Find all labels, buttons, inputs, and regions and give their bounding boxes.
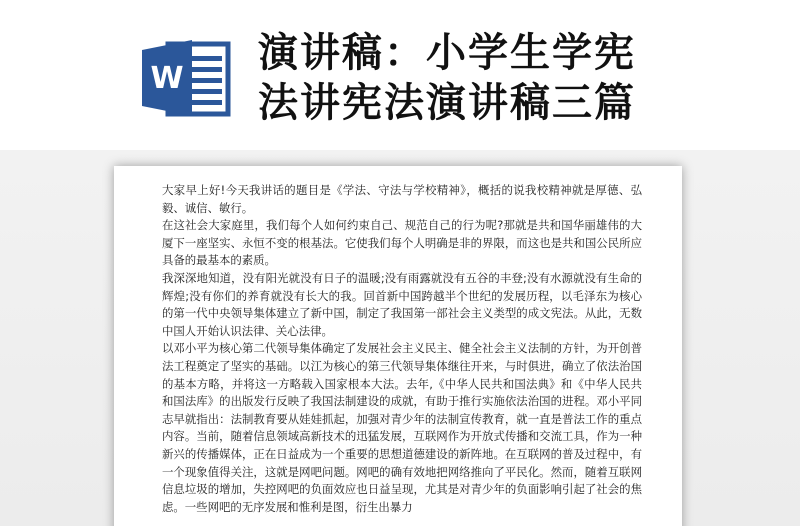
document-body (162, 182, 642, 516)
page-title (258, 28, 778, 128)
paragraph: 我深深地知道，没有阳光就没有日子的温暖;没有雨露就没有五谷的丰登;没有水源就没有生命的辉煌;没有你们的养育就没有长大的我。回首新中国跨越半个世纪的发展历程，以毛泽东为核心的第一代中央领导集体建立了新中国，制定了我国第一部社会主义类型的成文宪法。从此，无数中国人开始认识法律、关心法律。 (162, 270, 642, 338)
paragraph: 大家早上好!今天我讲话的题目是《学法、守法与学校精神》，概括的说我校精神就是厚德、弘毅、诚信、敏行。 (162, 183, 642, 215)
document-page (114, 166, 682, 526)
word-document-icon (138, 36, 234, 120)
header (0, 0, 800, 160)
title-line-1: 演讲稿：小学生学宪 (258, 30, 636, 76)
word-icon-letter: W (150, 61, 184, 96)
paragraph: 以邓小平为核心第二代领导集体确定了发展社会主义民主、健全社会主义法制的方针，为开创普法工程奠定了坚实的基础。以江为核心的第三代领导集体继往开来，与时俱进，确立了依法治国的基本方略，并将这一方略载入国家根本大法。去年,《中华人民共和国法典》和《中华人民共和国法库》的出版发行反映了我国法制建设的成就，有助于推行实施依法治国的进程。邓小平同志早就指出：法制教育要从娃娃抓起，加强对青少年的法制宣传教育，就一直是普法工作的重点内容。当前，随着信息领域高新技术的迅猛发展，互联网作为开放式传播和交流工具，作为一种新兴的传播媒体，正在日益成为一个重要的思想道德建设的新阵地。在互联网的普及过程中，有一个现象值得关注，这就是网吧问题。网吧的确有效地把网络推向了平民化。然而，随着互联网信息垃圾的增加，失控网吧的负面效应也日益呈现，尤其是对青少年的负面影响引起了社会的焦虑。一些网吧的无序发展和惟利是图，衍生出暴力 (162, 341, 642, 514)
paragraph: 在这社会大家庭里，我们每个人如何约束自己、规范自己的行为呢?那就是共和国华丽雄伟的大厦下一座坚实、永恒不变的根基法。它使我们每个人明确是非的界限，而这也是共和国公民所应具备的最基本的素质。 (162, 218, 642, 268)
title-line-2: 法讲宪法演讲稿三篇 (258, 80, 636, 126)
